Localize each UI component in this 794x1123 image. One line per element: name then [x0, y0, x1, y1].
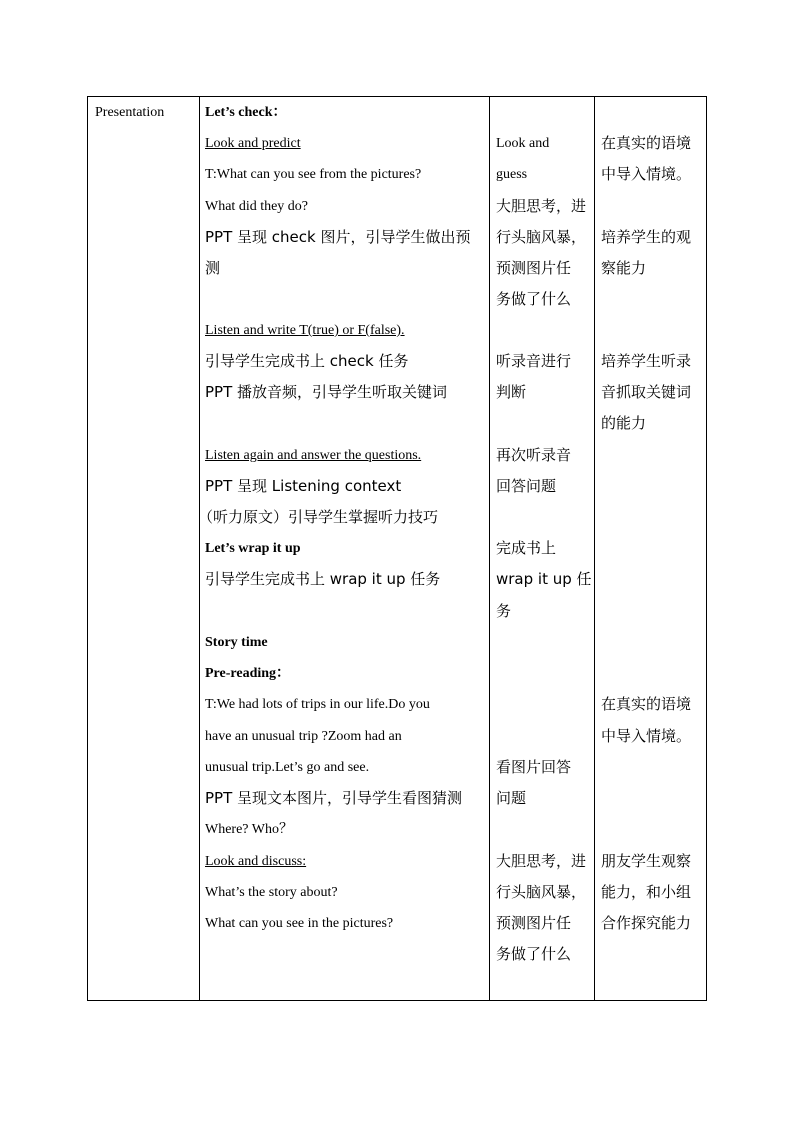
design-purpose: 在真实的语境 [601, 134, 692, 152]
stage-label: Presentation [95, 105, 165, 120]
student-activity: 问题 [496, 789, 527, 807]
design-purpose: 的能力 [601, 414, 647, 432]
student-activity: 判断 [496, 383, 527, 401]
pre-reading-heading: Pre-reading： [205, 666, 291, 681]
listen-again-subheading: Listen again and answer the questions. [205, 448, 422, 463]
activity-text: PPT 呈现文本图片，引导学生看图猜测 [205, 789, 463, 807]
design-purpose: 音抓取关键词 [601, 383, 692, 401]
teacher-question: What can you see in the pictures? [205, 916, 394, 931]
look-predict-subheading: Look and predict [205, 136, 301, 151]
student-activity: 务做了什么 [496, 290, 572, 308]
activity-text: PPT 播放音频，引导学生听取关键词 [205, 383, 448, 401]
student-activity: 看图片回答 [496, 758, 572, 776]
student-activity: guess [496, 167, 528, 182]
student-activity: 回答问题 [496, 477, 557, 495]
story-time-heading: Story time [205, 635, 268, 650]
design-purpose: 培养学生的观 [601, 228, 692, 246]
design-purpose: 合作探究能力 [601, 914, 692, 932]
wrap-up-heading: Let’s wrap it up [205, 541, 301, 556]
student-activity: 行头脑风暴， [496, 883, 587, 901]
student-activity: 预测图片任 [496, 259, 572, 277]
teacher-question: T:We had lots of trips in our life.Do you [205, 697, 430, 712]
teacher-question: What’s the story about? [205, 885, 338, 900]
teacher-question: What did they do? [205, 199, 309, 214]
design-purpose: 朋友学生观察 [601, 852, 692, 870]
column-divider [199, 97, 200, 1000]
design-purpose: 能力，和小组 [601, 883, 692, 901]
teacher-question: have an unusual trip ?Zoom had an [205, 729, 402, 744]
design-purpose: 中导入情境。 [601, 165, 692, 183]
teacher-question: T:What can you see from the pictures? [205, 167, 422, 182]
student-activity: 完成书上 [496, 539, 557, 557]
column-divider [489, 97, 490, 1000]
lets-check-heading: Let’s check： [205, 105, 287, 120]
look-discuss-subheading: Look and discuss: [205, 854, 307, 869]
student-activity: 务 [496, 602, 512, 620]
listen-write-subheading: Listen and write T(true) or F(false). [205, 323, 405, 338]
student-activity: wrap it up 任 [496, 570, 592, 588]
activity-text: 引导学生完成书上 wrap it up 任务 [205, 570, 441, 588]
design-purpose: 培养学生听录 [601, 352, 692, 370]
activity-text: 引导学生完成书上 check 任务 [205, 352, 409, 370]
student-activity: 行头脑风暴， [496, 228, 587, 246]
student-activity: 大胆思考，进 [496, 197, 587, 215]
student-activity: 务做了什么 [496, 945, 572, 963]
column-divider [594, 97, 595, 1000]
student-activity: Look and [496, 136, 550, 151]
activity-text: PPT 呈现 Listening context [205, 477, 402, 495]
student-activity: 预测图片任 [496, 914, 572, 932]
student-activity: 大胆思考，进 [496, 852, 587, 870]
activity-text: PPT 呈现 check 图片，引导学生做出预 [205, 228, 471, 246]
teacher-question: Where? Who？ [205, 822, 293, 837]
design-purpose: 在真实的语境 [601, 695, 692, 713]
design-purpose: 中导入情境。 [601, 727, 692, 745]
design-purpose: 察能力 [601, 259, 647, 277]
activity-text: 测 [205, 259, 221, 277]
teacher-question: unusual trip.Let’s go and see. [205, 760, 370, 775]
activity-text: （听力原文）引导学生掌握听力技巧 [198, 508, 439, 526]
student-activity: 听录音进行 [496, 352, 572, 370]
student-activity: 再次听录音 [496, 446, 572, 464]
